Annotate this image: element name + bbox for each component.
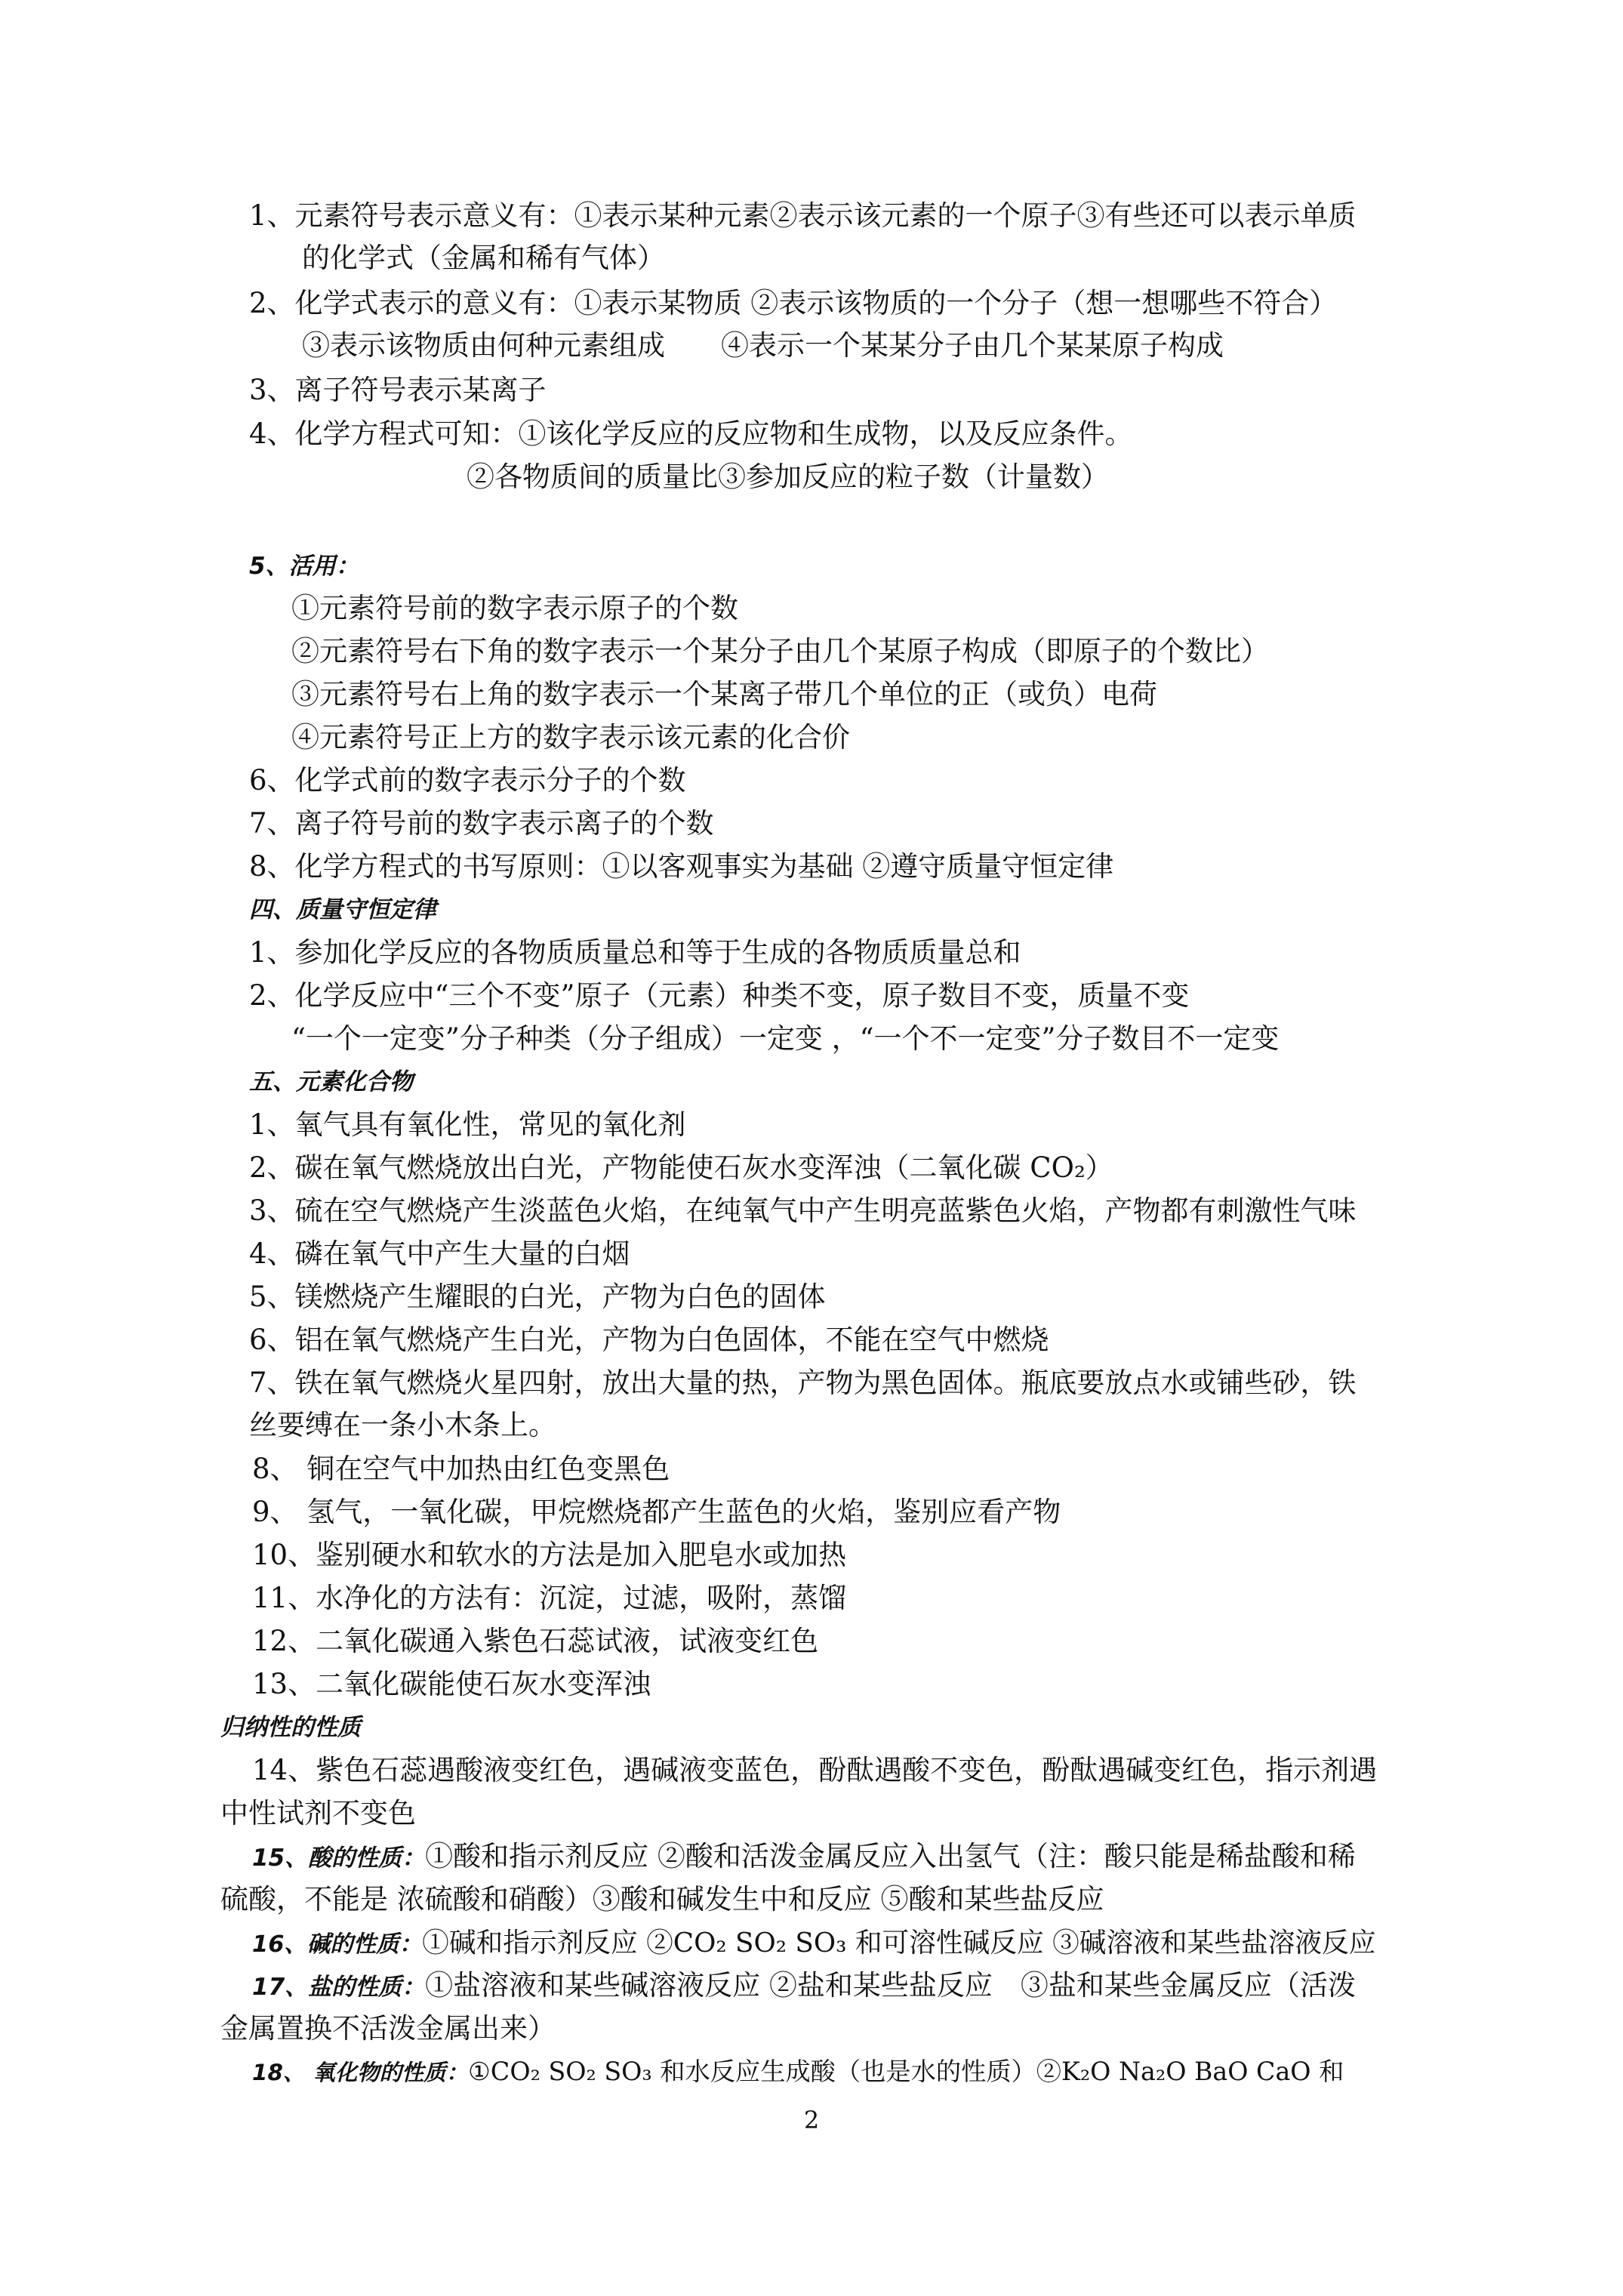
text-line: 金属置换不活泼金属出来） — [220, 2012, 556, 2045]
text-line: ②元素符号右下角的数字表示一个某分子由几个某原子构成（即原子的个数比） — [291, 635, 1269, 667]
text-line: ②各物质间的质量比③参加反应的粒子数（计量数） — [467, 461, 1109, 493]
text-line — [252, 2054, 1344, 2091]
section-heading: 五、元素化合物 — [249, 1068, 413, 1096]
text-line: 11、水净化的方法有：沉淀，过滤，吸附，蒸馏 — [252, 1582, 847, 1614]
text-line: 3、离子符号表示某离子 — [249, 374, 547, 406]
text-line: 13、二氧化碳能使石灰水变浑浊 — [252, 1668, 651, 1700]
text-line: 4、化学方程式可知：①该化学反应的反应物和生成物，以及反应条件。 — [249, 418, 1133, 450]
item-text: ①CO₂ SO₂ SO₃ 和水反应生成酸（也是水的性质）②K₂O Na₂O BaO CaO 和 — [468, 2057, 1344, 2086]
text-line: 7、离子符号前的数字表示离子的个数 — [249, 807, 714, 840]
text-line — [252, 1838, 1356, 1876]
item-label: 18、 氧化物的性质： — [252, 2060, 469, 2085]
section-heading: 归纳性的性质 — [220, 1714, 361, 1741]
text-line: ①元素符号前的数字表示原子的个数 — [291, 592, 738, 624]
text-line: ③元素符号右上角的数字表示一个某离子带几个单位的正（或负）电荷 — [291, 678, 1157, 710]
text-line: 8、 铜在空气中加热由红色变黑色 — [252, 1453, 670, 1485]
text-line: 1、元素符号表示意义有：①表示某种元素②表示该元素的一个原子③有些还可以表示单质 — [249, 199, 1357, 232]
text-line: 14、紫色石蕊遇酸液变红色，遇碱液变蓝色，酚酞遇酸不变色，酚酞遇碱变红色，指示剂遇 — [252, 1754, 1378, 1786]
text-line: 4、磷在氧气中产生大量的白烟 — [249, 1237, 630, 1270]
text-line: 10、鉴别硬水和软水的方法是加入肥皂水或加热 — [252, 1539, 847, 1571]
text-line: ④元素符号正上方的数字表示该元素的化合价 — [291, 721, 850, 754]
text-line: 硫酸，不能是 浓硫酸和硝酸）③酸和碱发生中和反应 ⑤酸和某些盐反应 — [220, 1883, 1104, 1915]
text-line: ③表示该物质由何种元素组成 ④表示一个某某分子由几个某某原子构成 — [302, 329, 1224, 362]
text-line: 3、硫在空气燃烧产生淡蓝色火焰，在纯氧气中产生明亮蓝紫色火焰，产物都有刺激性气味 — [249, 1194, 1357, 1227]
item-text: ①酸和指示剂反应 ②酸和活泼金属反应入出氢气（注：酸只能是稀盐酸和稀 — [425, 1840, 1356, 1872]
item-label: 15、酸的性质： — [252, 1845, 426, 1872]
text-line: 6、铝在氧气燃烧产生白光，产物为白色固体，不能在空气中燃烧 — [249, 1324, 1049, 1356]
page-number: 2 — [803, 2106, 820, 2134]
text-line — [252, 1968, 1356, 2005]
item-label: 16、碱的性质： — [252, 1931, 423, 1958]
text-line: 丝要缚在一条小木条上。 — [249, 1409, 556, 1441]
text-line: 7、铁在氧气燃烧火星四射，放出大量的热，产物为黑色固体。瓶底要放点水或铺些砂，铁 — [249, 1367, 1357, 1399]
section-heading: 5、活用： — [249, 553, 359, 580]
text-line: 5、镁燃烧产生耀眼的白光，产物为白色的固体 — [249, 1281, 826, 1313]
text-line: 9、 氢气，一氧化碳，甲烷燃烧都产生蓝色的火焰，鉴别应看产物 — [252, 1496, 1061, 1528]
text-line: 12、二氧化碳通入紫色石蕊试液，试液变红色 — [252, 1625, 819, 1657]
item-text: ①盐溶液和某些碱溶液反应 ②盐和某些盐反应 ③盐和某些金属反应（活泼 — [425, 1969, 1356, 2002]
text-line: 1、氧气具有氧化性，常见的氧化剂 — [249, 1108, 686, 1141]
text-line: 6、化学式前的数字表示分子的个数 — [249, 764, 686, 797]
text-line: “一个一定变”分子种类（分子组成）一定变 ，“一个不一定变”分子数目不一定变 — [291, 1022, 1280, 1055]
text-line: 的化学式（金属和稀有气体） — [302, 242, 665, 274]
section-heading: 四、质量守恒定律 — [249, 896, 436, 923]
item-text: ①碱和指示剂反应 ②CO₂ SO₂ SO₃ 和可溶性碱反应 ③碱溶液和某些盐溶液反应 — [422, 1928, 1376, 1959]
text-line: 8、化学方程式的书写原则：①以客观事实为基础 ②遵守质量守恒定律 — [249, 850, 1114, 883]
text-line: 2、化学反应中“三个不变”原子（元素）种类不变，原子数目不变，质量不变 — [249, 979, 1190, 1012]
text-line: 2、化学式表示的意义有：①表示某物质 ②表示该物质的一个分子（想一想哪些不符合） — [249, 287, 1338, 319]
item-label: 17、盐的性质： — [252, 1974, 426, 2001]
text-line — [252, 1925, 1376, 1963]
text-line: 中性试剂不变色 — [220, 1797, 416, 1829]
text-line: 1、参加化学反应的各物质质量总和等于生成的各物质质量总和 — [249, 936, 1021, 969]
text-line: 2、碳在氧气燃烧放出白光，产物能使石灰水变浑浊（二氧化碳 CO₂） — [249, 1151, 1113, 1184]
